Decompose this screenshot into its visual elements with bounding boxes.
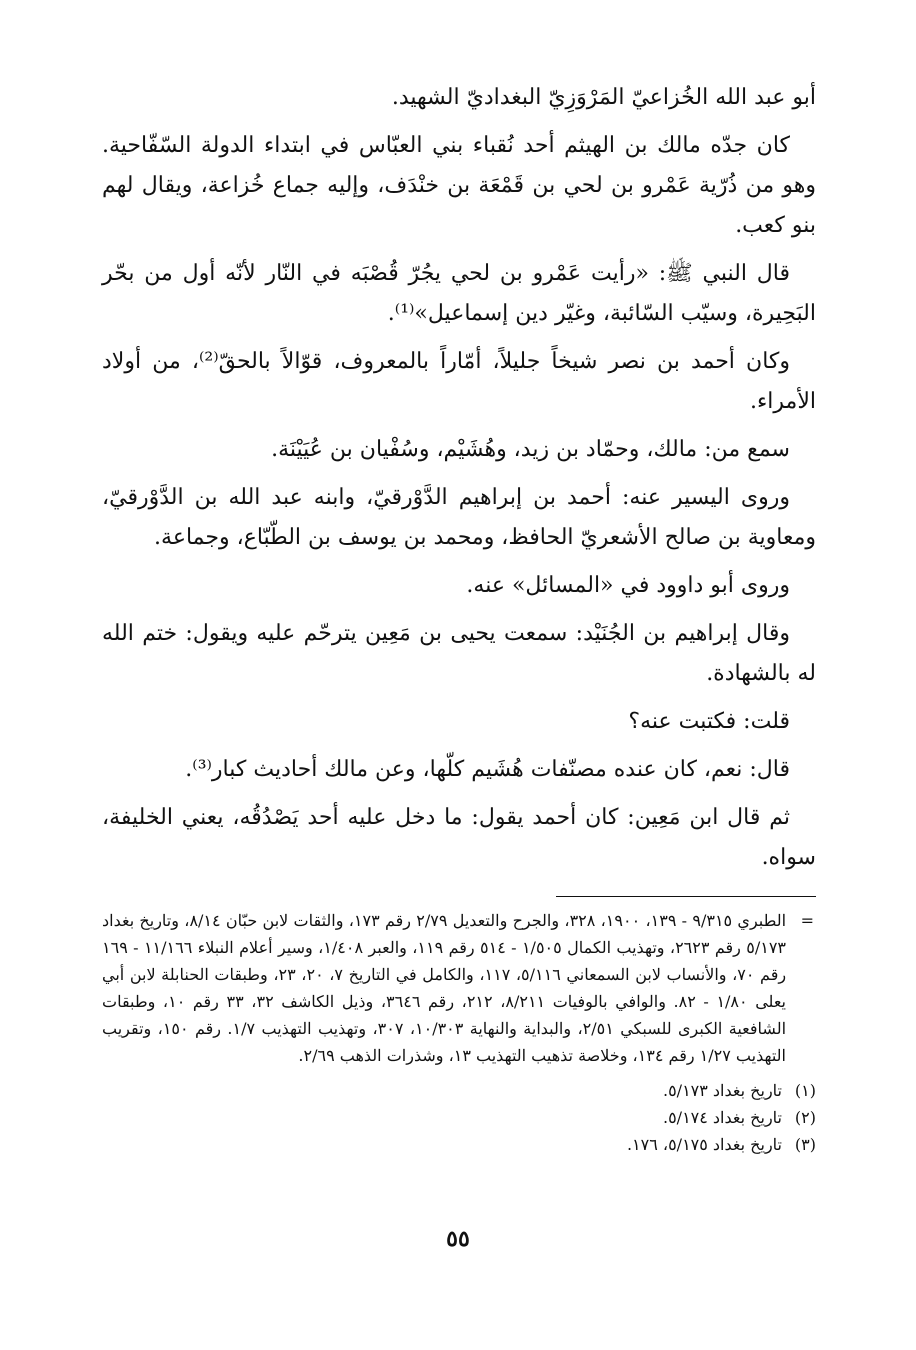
- paragraph-teachers: سمع من: مالك، وحمّاد بن زيد، وهُشَيْم، وسُفْيان بن عُيَيْنَة.: [271, 437, 790, 462]
- footnote-continued-text: الطبري ٩/٣١٥ - ١٣٩، ١٩٠٠، ٣٢٨، والجرح والتعديل ٢/٧٩ رقم ١٧٣، والثقات لابن حبّان ٨/١٤، وتاريخ بغداد ٥/١٧٣ رقم ٢٦٢٣، وتهذيب الكمال ١/٥٠٥ - ٥١٤ رقم ١١٩، والعبر ١/٤٠٨، وسير أعلام النبلاء ١١/١٦٦ - ١٦٩ رقم ٧٠، والأنساب لابن السمعاني ٥/١١٦، ١١٧، والكامل في التاريخ ٧، ٢٠، ٢٣، وطبقات الحنابلة لابن أبي يعلى ١/٨٠ - ٨٢. والوافي بالوفيات ٨/٢١١، ٢١٢، رقم ٣٦٤٦، وذيل الكاشف ٣٢، ٣٣ رقم ١٠، وطبقات الشافعية الكبرى للسبكي ٢/٥١، والبداية والنهاية ١٠/٣٠٣، ٣٠٧، وتهذيب التهذيب ١/٧. رقم ١٥٠، وتقريب التهذيب ١/٢٧ رقم ١٣٤، وخلاصة تذهيب التهذيب ١٣، وشذرات الذهب ٢/٦٩.: [102, 911, 787, 1065]
- footnote-continued: [102, 907, 816, 1069]
- paragraph-description: وكان أحمد بن نصر شيخاً جليلاً، أمّاراً بالمعروف، قوّالاً بالحقّ⁽²⁾، من أولاد الأمراء.: [102, 349, 816, 414]
- page-number: ٥٥: [446, 1226, 470, 1252]
- footnote-number: (٣): [794, 1135, 816, 1154]
- paragraph-name-line: أبو عبد الله الخُزاعيّ المَرْوَزِيّ البغداديّ الشهيد.: [391, 85, 816, 110]
- paragraph-abu-dawud: وروى أبو داوود في «المسائل» عنه.: [466, 573, 790, 598]
- book-page: [102, 78, 816, 1158]
- footnote-number: (١): [794, 1081, 816, 1100]
- footnote-1: [102, 1077, 816, 1104]
- paragraph-hadith: قال النبي ﷺ: «رأيت عَمْرو بن لحي يجُرّ قُصْبَه في النّار لأنّه أول من بحّر البَحِيرة، وسيّب السّائبة، وغيّر دين إسماعيل»⁽¹⁾.: [102, 261, 816, 326]
- paragraph-question: قلت: فكتبت عنه؟: [628, 709, 790, 734]
- paragraph-students: وروى اليسير عنه: أحمد بن إبراهيم الدَّوْرقيّ، وابنه عبد الله بن الدَّوْرقيّ، ومعاوية بن صالح الأشعريّ الحافظ، ومحمد بن يوسف بن الطّبّاع، وجماعة.: [102, 485, 816, 550]
- footnote-divider: [556, 896, 816, 897]
- continuation-marker: =: [800, 911, 814, 930]
- paragraph-ibn-main: ثم قال ابن مَعِين: كان أحمد يقول: ما دخل عليه أحد يَصْدُقُه، يعني الخليفة، سواه.: [102, 805, 816, 870]
- main-text: [102, 78, 816, 878]
- paragraph-ibn-junayd: وقال إبراهيم بن الجُنَيْد: سمعت يحيى بن مَعِين يترحّم عليه ويقول: ختم الله له بالشهادة.: [102, 621, 816, 686]
- footnote-text: تاريخ بغداد ٥/١٧٥، ١٧٦.: [626, 1135, 782, 1154]
- footnote-2: [102, 1104, 816, 1131]
- footnotes: [102, 907, 816, 1158]
- footnote-3: [102, 1131, 816, 1158]
- paragraph-lineage: كان جدّه مالك بن الهيثم أحد نُقباء بني العبّاس في ابتداء الدولة السّفّاحية. وهو من ذُرّية عَمْرو بن لحي بن قَمْعَة بن خنْدَف، وإليه جماع خُزاعة، ويقال لهم بنو كعب.: [102, 133, 816, 238]
- paragraph-answer: قال: نعم، كان عنده مصنّفات هُشَيم كلّها، وعن مالك أحاديث كبار⁽³⁾.: [185, 757, 790, 782]
- footnote-number: (٢): [794, 1108, 816, 1127]
- footnote-text: تاريخ بغداد ٥/١٧٤.: [662, 1108, 782, 1127]
- footnote-text: تاريخ بغداد ٥/١٧٣.: [662, 1081, 782, 1100]
